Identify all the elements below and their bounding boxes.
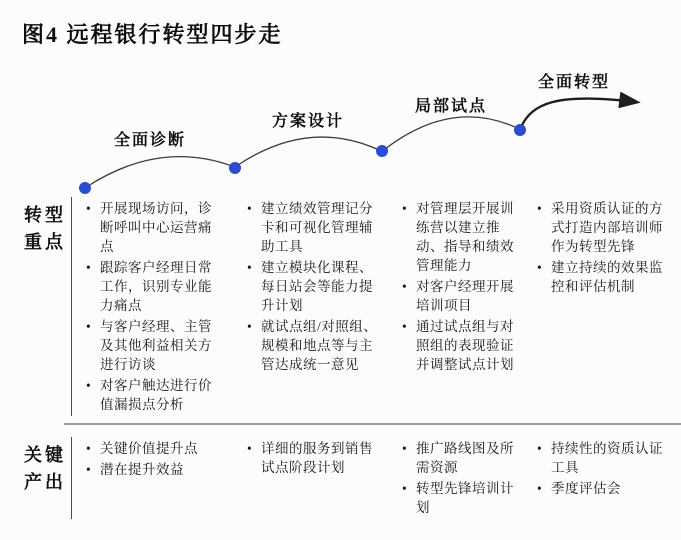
outputs-col-diagnosis — [72, 437, 233, 519]
outputs-col-pilot — [388, 437, 523, 519]
stage-label-design: 方案设计 — [272, 113, 345, 130]
outputs-col-transformation — [523, 437, 681, 519]
figure-title: 图4 远程银行转型四步走 — [22, 22, 283, 47]
bullet-item: • 转型先锋培训计划 — [401, 479, 514, 517]
bullet-item: • 通过试点组与对照组的表现验证并调整试点计划 — [401, 317, 514, 374]
focus-col-design — [233, 197, 388, 416]
row-label-focus-line2: 重点 — [24, 232, 66, 252]
bullet-item: • 推广路线图及所需资源 — [401, 439, 514, 477]
milestone-dot-3 — [376, 145, 388, 157]
step-arc-3 — [385, 117, 517, 149]
row-label-outputs-line1: 关键 — [24, 445, 66, 465]
bullet-item: • 对管理层开展训练营以建立推动、指导和绩效管理能力 — [401, 199, 514, 275]
focus-col-pilot — [388, 197, 523, 416]
bullet-item: • 持续性的资质认证工具 — [536, 439, 672, 477]
bullet-item: • 对客户经理开展培训项目 — [401, 277, 514, 315]
bullet-item: • 季度评估会 — [536, 479, 672, 498]
bullet-item: • 开展现场访问，诊断呼叫中心运营痛点 — [85, 199, 224, 256]
bullet-item: • 关键价值提升点 — [85, 439, 224, 458]
focus-col-transformation — [523, 197, 681, 416]
milestone-dot-1 — [79, 182, 91, 194]
row-label-focus — [0, 197, 72, 416]
row-label-outputs-line2: 产出 — [24, 472, 66, 492]
stage-label-diagnosis: 全面诊断 — [114, 132, 187, 149]
step-arc-1 — [88, 157, 232, 186]
bullet-item: • 与客户经理、主管及其他利益相关方进行访谈 — [85, 317, 224, 374]
bullet-item: • 对客户触达进行价值漏损点分析 — [85, 376, 224, 414]
stage-label-pilot: 局部试点 — [415, 98, 488, 115]
bullet-item: • 详细的服务到销售试点阶段计划 — [246, 439, 379, 477]
step-arrow — [521, 98, 636, 127]
bullet-item: • 采用资质认证的方式打造内部培训师作为转型先锋 — [536, 199, 672, 256]
row-label-focus-line1: 转型 — [24, 205, 66, 225]
row-label-outputs — [0, 437, 72, 519]
bullet-item: • 就试点组/对照组、规模和地点等与主管达成统一意见 — [246, 317, 379, 374]
focus-col-diagnosis — [72, 197, 233, 416]
step-arc-2 — [238, 137, 379, 165]
bullet-item: • 建立模块化课程、每日站会等能力提升计划 — [246, 258, 379, 315]
bullet-item: • 潜在提升效益 — [85, 460, 224, 479]
milestone-dot-4 — [514, 124, 526, 136]
bullet-item: • 建立绩效管理记分卡和可视化管理辅助工具 — [246, 199, 379, 256]
milestone-dot-2 — [229, 162, 241, 174]
section-divider — [64, 423, 681, 425]
stage-label-transformation: 全面转型 — [538, 74, 611, 91]
row-key-outputs — [0, 437, 681, 519]
bullet-item: • 跟踪客户经理日常工作，识别专业能力痛点 — [85, 258, 224, 315]
row-transformation-focus — [0, 197, 681, 416]
bullet-item: • 建立持续的效果监控和评估机制 — [536, 258, 672, 296]
outputs-col-design — [233, 437, 388, 519]
